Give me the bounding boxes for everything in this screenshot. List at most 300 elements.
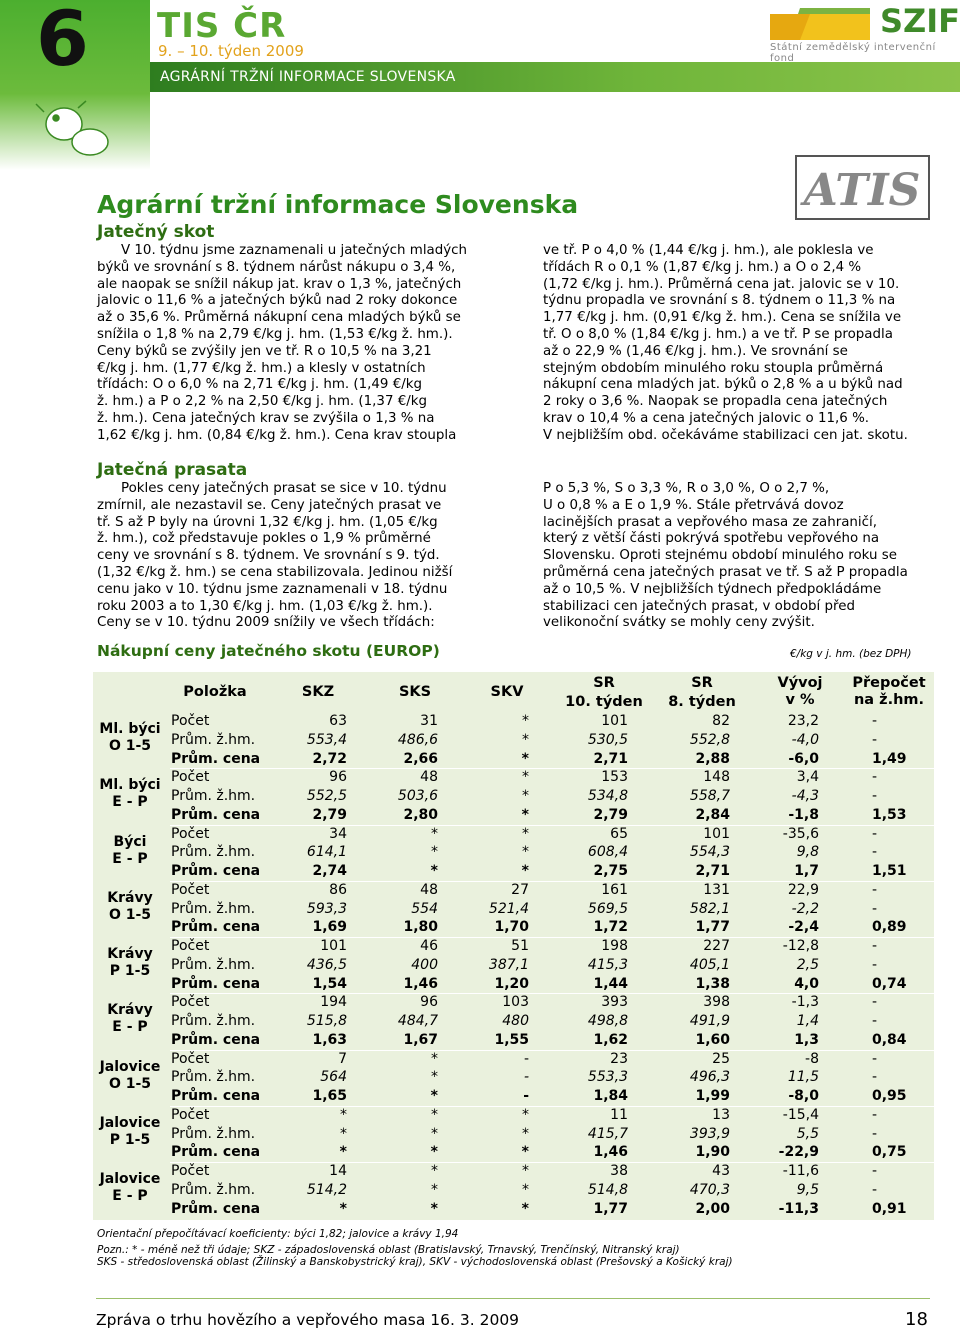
table-cell: *	[340, 1106, 347, 1123]
table-cell: 101	[703, 825, 730, 842]
text-line: stabilizaci cen jatečných prasat, v období před	[543, 598, 855, 614]
text-line: třídách R o 0,1 % (1,87 €/kg j. hm.) a O o 2,4 %	[543, 259, 862, 275]
text-line: jalovic o 11,6 % a jatečných býků nad 2 roky dokonce	[97, 293, 458, 309]
table-cell: 1,49	[872, 750, 907, 767]
table-cell: 1,67	[403, 1031, 438, 1048]
text-line: velikonoční svátky se mohly ceny zvýšit.	[543, 615, 815, 631]
table-cell: 2,79	[312, 806, 347, 823]
table-row	[0, 994, 960, 1013]
table-cell: 1,7	[794, 863, 819, 879]
row-label: Počet	[171, 1106, 210, 1123]
table-cell: *	[522, 825, 529, 842]
table-cell: 0,95	[872, 1088, 907, 1104]
group-label-line: O 1-5	[108, 738, 152, 754]
table-cell: *	[522, 713, 529, 729]
text-line: Ceny se v 10. týdnu 2009 snížily ve všech třídách:	[97, 615, 435, 631]
table-row	[0, 1088, 960, 1107]
table-row	[0, 1201, 960, 1220]
table-cell: 436,5	[306, 956, 347, 973]
table-cell: -	[872, 825, 878, 842]
text-line: ve tř. P o 4,0 % (1,44 €/kg j. hm.), ale poklesla ve	[543, 243, 874, 258]
text-line: který z větší části pokrývá spotřebu vepřového na	[543, 531, 880, 547]
table-row	[0, 1182, 960, 1201]
table-cell: 1,54	[312, 975, 347, 992]
table-cell: *	[431, 825, 438, 842]
row-label: Prům. cena	[171, 1031, 261, 1048]
table-unit: €/kg v j. hm. (bez DPH)	[790, 648, 912, 660]
table-cell: 27	[511, 881, 529, 898]
table-row	[0, 788, 960, 807]
text-line: tř. O o 8,0 % (1,84 €/kg j. hm.) a ve tř. P se propadla	[543, 326, 893, 342]
text-line: týdnu propadla ve srovnání s 8. týdnem o 11,3 % na	[543, 293, 896, 309]
row-label: Počet	[171, 825, 210, 842]
table-cell: -	[872, 1181, 878, 1198]
text-line: (1,72 €/kg j. hm.). Průměrná cena jat. jalovic se v 10.	[543, 276, 900, 292]
table-cell: 1,60	[695, 1031, 730, 1048]
table-cell: *	[340, 1125, 347, 1142]
table-cell: 1,70	[494, 919, 529, 936]
table-cell: -	[872, 994, 878, 1011]
table-cell: -15,4	[782, 1106, 819, 1123]
table-cell: -	[523, 1050, 529, 1067]
table-cell: *	[431, 1050, 438, 1067]
table-cell: *	[522, 844, 529, 861]
table-cell: 101	[320, 938, 347, 954]
table-row	[0, 1051, 960, 1070]
header-skz: SKZ	[301, 684, 335, 700]
table-cell: -	[872, 1050, 878, 1067]
table-cell: 593,3	[306, 900, 347, 917]
table-cell: -	[872, 1125, 878, 1142]
row-label: Prům. ž.hm.	[171, 900, 256, 917]
row-label: Prům. ž.hm.	[171, 1125, 256, 1142]
table-cell: 1,44	[593, 975, 628, 992]
group-label-line: E - P	[112, 794, 148, 811]
row-label: Počet	[171, 769, 210, 786]
table-cell: 23,2	[787, 713, 819, 729]
footer-divider	[96, 1298, 930, 1299]
group-label-line: O 1-5	[108, 906, 152, 923]
table-row	[0, 882, 960, 901]
row-label: Prům. ž.hm.	[171, 788, 256, 804]
table-cell: 530,5	[587, 731, 628, 748]
table-cell: 553,4	[306, 731, 347, 748]
header-sr10-a: SR	[593, 675, 615, 691]
table-cell: 486,6	[397, 731, 438, 748]
table-row	[0, 751, 960, 770]
table-title: Nákupní ceny jatečného skotu (EUROP)	[97, 642, 440, 660]
row-label: Počet	[171, 713, 210, 729]
table-cell: *	[522, 1106, 529, 1123]
text-line: až o 10,5 %. V nejbližších týdnech předpokládáme	[543, 581, 882, 597]
header-skv: SKV	[490, 684, 524, 700]
table-cell: 2,80	[403, 806, 438, 823]
table-cell: 498,8	[587, 1013, 628, 1029]
table-cell: *	[522, 1125, 529, 1142]
table-cell: 0,91	[872, 1200, 907, 1217]
table-cell: 514,8	[587, 1181, 628, 1198]
table-cell: 0,84	[872, 1031, 907, 1048]
text-line: ž. hm.) a P o 2,2 % na 2,50 €/kg j. hm. (1,37 €/kg	[97, 394, 428, 410]
table-cell: -	[523, 1069, 529, 1086]
table-cell: 393	[601, 994, 628, 1011]
row-label: Prům. cena	[171, 975, 261, 992]
table-cell: 1,46	[593, 1144, 628, 1161]
table-cell: 1,62	[593, 1031, 628, 1048]
prasata-text-left	[97, 481, 483, 632]
table-cell: *	[522, 731, 529, 748]
table-cell: 521,4	[488, 900, 529, 917]
table-row	[0, 844, 960, 863]
table-cell: -	[872, 731, 878, 748]
cow-mascot-icon	[30, 98, 115, 163]
row-label: Prům. cena	[171, 863, 261, 879]
table-cell: 480	[502, 1013, 529, 1029]
table-cell: 7	[338, 1050, 347, 1067]
table-row	[0, 1144, 960, 1163]
table-cell: -	[872, 1163, 878, 1179]
text-line: snížila o 1,8 % na 2,79 €/kg j. hm. (1,53 €/kg ž. hm.).	[97, 326, 453, 342]
table-cell: -12,8	[782, 938, 819, 954]
table-row	[0, 732, 960, 751]
table-cell: 1,38	[695, 975, 730, 992]
table-cell: 9,5	[796, 1181, 819, 1198]
table-cell: 1,53	[872, 806, 907, 823]
atis-logo-text: ATIS	[803, 165, 921, 216]
table-cell: 569,5	[587, 900, 628, 917]
skot-text-right	[543, 243, 929, 445]
table-cell: 48	[420, 881, 438, 898]
table-row	[0, 1126, 960, 1145]
table-row	[0, 1069, 960, 1088]
table-row	[0, 1107, 960, 1126]
table-cell: -	[872, 1069, 878, 1086]
szif-name: Státní zemědělský intervenční fond	[770, 42, 936, 64]
table-cell: -1,3	[791, 994, 819, 1011]
table-row	[0, 863, 960, 882]
table-note-legend-1: Pozn.: * - méně než tři údaje; SKZ - západoslovenská oblast (Bratislavský, Trnavský, Trenčínský, Nitranský kraj)	[97, 1244, 680, 1256]
table-cell: -2,4	[788, 919, 819, 936]
group-label-line: Krávy	[107, 946, 153, 962]
table-cell: 51	[511, 938, 529, 954]
table-cell: 2,74	[312, 863, 347, 879]
text-line: ž. hm.). Cena jatečných krav se zvýšila o 1,3 % na	[97, 410, 435, 426]
table-cell: -11,6	[782, 1163, 819, 1179]
group-label-line: P 1-5	[109, 963, 151, 979]
table-cell: *	[431, 1069, 438, 1086]
table-cell: 11	[610, 1106, 628, 1123]
table-cell: 22,9	[787, 881, 819, 898]
table-cell: 2,00	[695, 1200, 730, 1217]
table-cell: 1,72	[593, 919, 628, 936]
table-cell: 564	[320, 1069, 347, 1086]
table-row	[0, 713, 960, 732]
table-cell: 398	[703, 994, 730, 1011]
group-label-line: Býci	[113, 833, 147, 850]
row-label: Prům. cena	[171, 919, 261, 936]
table-cell: 2,72	[312, 750, 347, 767]
table-cell: 2,88	[695, 750, 730, 767]
table-cell: 9,8	[796, 844, 819, 861]
table-cell: 13	[712, 1106, 730, 1123]
header-prepocet-b: na ž.hm.	[853, 692, 925, 708]
table-cell: 1,99	[695, 1088, 730, 1104]
table-cell: *	[521, 750, 529, 767]
table-cell: 552,5	[306, 788, 347, 804]
footer-text: Zpráva o trhu hovězího a vepřového masa 16. 3. 2009	[96, 1311, 520, 1329]
text-line: ceny ve srovnání s 8. týdnem. Ve srovnání s 9. týd.	[97, 548, 440, 564]
table-cell: -2,2	[791, 900, 819, 917]
group-label-line: Krávy	[107, 889, 153, 906]
section-heading-prasata: Jatečná prasata	[97, 460, 248, 480]
text-line: třídách: O o 6,0 % na 2,71 €/kg j. hm. (1,49 €/kg	[97, 377, 422, 393]
text-line: nákupní cena mladých jat. býků o 2,8 % a u býků nad	[543, 377, 903, 393]
table-cell: -	[872, 769, 878, 786]
table-cell: *	[521, 806, 529, 823]
table-cell: 227	[703, 938, 730, 954]
text-line: ž. hm.), což představuje pokles o 1,9 % průměrné	[97, 531, 431, 547]
table-cell: -	[872, 881, 878, 898]
row-label: Prům. cena	[171, 1088, 261, 1104]
table-cell: 86	[329, 881, 347, 898]
table-cell: -11,3	[778, 1200, 819, 1217]
table-cell: 1,63	[312, 1031, 347, 1048]
table-cell: 43	[712, 1163, 730, 1179]
group-label-line: E - P	[112, 850, 148, 867]
skot-text-left	[97, 243, 483, 445]
table-cell: 4,0	[794, 975, 819, 992]
text-line: U o 0,8 % a E o 1,9 %. Stále přetrvává dovoz	[543, 497, 844, 513]
table-cell: *	[431, 1125, 438, 1142]
table-cell: 82	[712, 713, 730, 729]
table-cell: -	[872, 713, 878, 729]
text-line: až o 35,6 %. Průměrná nákupní cena mladých býků se	[97, 310, 461, 326]
prasata-text-right	[543, 481, 929, 632]
table-cell: -1,8	[788, 806, 819, 823]
table-cell: *	[339, 1200, 347, 1217]
table-cell: -	[872, 938, 878, 954]
table-cell: 38	[610, 1163, 628, 1179]
issue-week: 9. – 10. týden 2009	[158, 42, 304, 60]
table-cell: 96	[420, 994, 438, 1011]
table-cell: 554,3	[689, 844, 730, 861]
table-cell: *	[521, 1200, 529, 1217]
section-heading-skot: Jatečný skot	[97, 222, 215, 242]
table-cell: *	[522, 1181, 529, 1198]
row-label: Prům. cena	[171, 806, 261, 823]
table-cell: -35,6	[782, 825, 819, 842]
group-label-line: O 1-5	[108, 1075, 152, 1092]
table-row	[0, 826, 960, 845]
table-cell: 101	[601, 713, 628, 729]
table-cell: 198	[601, 938, 628, 954]
table-cell: *	[522, 1163, 529, 1179]
table-cell: 405,1	[689, 956, 730, 973]
table-cell: *	[521, 1144, 529, 1161]
group-label-line: Jalovice	[99, 1171, 161, 1187]
group-label-line: E - P	[112, 1188, 148, 1204]
text-line: 2 roky o 3,6 %. Naopak se propadla cena jatečných	[543, 394, 888, 410]
row-label: Počet	[171, 994, 210, 1011]
table-cell: 1,3	[794, 1031, 819, 1048]
table-cell: 1,51	[872, 863, 907, 879]
group-label-line: Ml. býci	[99, 777, 161, 794]
group-label-line: E - P	[112, 1019, 148, 1036]
row-label: Počet	[171, 938, 210, 954]
table-cell: 558,7	[689, 788, 730, 804]
table-cell: 1,65	[312, 1088, 347, 1104]
header-sks: SKS	[398, 684, 432, 700]
table-cell: 48	[420, 769, 438, 786]
table-cell: 393,9	[689, 1125, 730, 1142]
table-cell: 1,69	[312, 919, 347, 936]
text-line: P o 5,3 %, S o 3,3 %, R o 3,0 %, O o 2,7 %,	[543, 481, 830, 496]
table-cell: *	[339, 1144, 347, 1161]
table-cell: *	[431, 1181, 438, 1198]
table-cell: 1,4	[796, 1013, 819, 1029]
table-cell: 554	[411, 900, 438, 917]
header-subtitle: AGRÁRNÍ TRŽNÍ INFORMACE SLOVENSKA	[160, 69, 456, 85]
text-line: Ceny býků se zvýšily jen ve tř. R o 10,5 % na 3,21	[97, 343, 432, 359]
table-row	[0, 1032, 960, 1051]
text-line: €/kg j. hm. (1,77 €/kg ž. hm.) a klesly v ostatních	[97, 360, 426, 376]
table-cell: *	[521, 863, 529, 879]
table-cell: -	[872, 844, 878, 861]
text-line: Pokles ceny jatečných prasat se sice v 10. týdnu	[121, 481, 447, 496]
table-cell: 131	[703, 881, 730, 898]
table-cell: -	[872, 788, 878, 804]
row-label: Počet	[171, 881, 210, 898]
table-row	[0, 919, 960, 938]
issue-number: 6	[36, 0, 89, 83]
table-cell: 503,6	[397, 788, 438, 804]
table-row	[0, 769, 960, 788]
table-cell: 415,3	[587, 956, 628, 973]
table-row	[0, 976, 960, 995]
table-cell: 25	[712, 1050, 730, 1067]
table-cell: 2,79	[593, 806, 628, 823]
text-line: býků ve srovnání s 8. týdnem nárůst nákupu o 3,4 %,	[97, 259, 456, 275]
table-row	[0, 1163, 960, 1182]
text-line: roku 2003 a to 1,30 €/kg j. hm. (1,03 €/kg ž. hm.).	[97, 598, 433, 614]
table-cell: 0,74	[872, 975, 907, 992]
table-cell: 470,3	[689, 1181, 730, 1198]
table-cell: 161	[601, 881, 628, 898]
table-cell: 3,4	[796, 769, 819, 786]
table-cell: 0,75	[872, 1144, 907, 1161]
table-cell: 582,1	[689, 900, 730, 917]
header-prepocet-a: Přepočet	[852, 675, 926, 691]
table-row	[0, 901, 960, 920]
text-line: V nejbližším obd. očekáváme stabilizaci cen jat. skotu.	[543, 427, 908, 443]
table-cell: 46	[420, 938, 438, 954]
text-line: krav o 10,4 % a cena jatečných jalovic o 11,6 %.	[543, 410, 870, 426]
table-cell: -	[872, 1013, 878, 1029]
table-cell: *	[430, 1144, 438, 1161]
table-cell: 2,71	[593, 750, 628, 767]
table-cell: 514,2	[306, 1181, 347, 1198]
text-line: zmírnil, ale nezastavil se. Ceny jatečných prasat ve	[97, 497, 442, 513]
table-cell: 1,46	[403, 975, 438, 992]
table-cell: 614,1	[306, 844, 347, 861]
table-cell: 491,9	[689, 1013, 730, 1029]
group-label-line: Jalovice	[99, 1058, 161, 1075]
table-cell: 515,8	[306, 1013, 347, 1029]
table-cell: -4,0	[791, 731, 819, 748]
table-cell: 1,77	[593, 1200, 628, 1217]
table-cell: -4,3	[791, 788, 819, 804]
table-cell: 148	[703, 769, 730, 786]
table-cell: 2,75	[593, 863, 628, 879]
table-cell: 0,89	[872, 919, 907, 936]
header-item: Položka	[183, 684, 247, 700]
row-label: Prům. ž.hm.	[171, 1013, 256, 1029]
row-label: Prům. cena	[171, 1144, 261, 1161]
header-sr8-a: SR	[691, 675, 713, 691]
table-cell: 534,8	[587, 788, 628, 804]
atis-logo	[795, 155, 930, 220]
table-cell: -6,0	[788, 750, 819, 767]
table-cell: 11,5	[787, 1069, 819, 1086]
table-cell: 484,7	[397, 1013, 438, 1029]
text-line: 1,62 €/kg j. hm. (0,84 €/kg ž. hm.). Cena krav stoupla	[97, 427, 457, 443]
row-label: Prům. cena	[171, 750, 261, 767]
table-cell: 1,77	[695, 919, 730, 936]
text-line: tř. S až P byly na úrovni 1,32 €/kg j. hm. (1,05 €/kg	[97, 514, 438, 530]
table-cell: 553,3	[587, 1069, 628, 1086]
text-line: ale naopak se snížil nákup jat. krav o 1,3 %, jatečných	[97, 276, 462, 292]
table-row	[0, 957, 960, 976]
szif-flag-icon	[770, 8, 870, 40]
group-label-line: Krávy	[107, 1002, 153, 1019]
row-label: Počet	[171, 1050, 210, 1067]
table-cell: *	[431, 844, 438, 861]
table-cell: 1,20	[494, 975, 529, 992]
table-cell: -8,0	[788, 1088, 819, 1104]
table-cell: 400	[411, 956, 438, 973]
table-cell: *	[522, 788, 529, 804]
text-line: lacinějších prasat a vepřového masa ze zahraničí,	[543, 514, 877, 530]
table-cell: -	[872, 1106, 878, 1123]
table-row	[0, 938, 960, 957]
table-cell: 5,5	[796, 1125, 819, 1142]
table-cell: 1,55	[494, 1031, 529, 1048]
table-cell: 96	[329, 769, 347, 786]
row-label: Prům. ž.hm.	[171, 1069, 256, 1086]
table-cell: 1,80	[403, 919, 438, 936]
header-sr8-b: 8. týden	[668, 694, 736, 710]
text-line: V 10. týdnu jsme zaznamenali u jatečných mladých	[121, 243, 468, 258]
text-line: cenu jako v 10. týdnu jsme zaznamenali v 18. týdnu	[97, 581, 448, 597]
table-cell: -	[872, 956, 878, 973]
table-cell: 387,1	[488, 956, 529, 973]
page-number: 18	[905, 1309, 928, 1330]
row-label: Prům. ž.hm.	[171, 844, 256, 861]
szif-logo: SZIF	[880, 2, 960, 40]
page-title: Agrární tržní informace Slovenska	[97, 190, 579, 219]
header-sr10-b: 10. týden	[565, 694, 643, 710]
text-line: 1,77 €/kg j. hm. (0,91 €/kg ž. hm.). Cena se snížila ve	[543, 310, 902, 326]
table-cell: *	[430, 1200, 438, 1217]
table-cell: 496,3	[689, 1069, 730, 1086]
table-cell: 14	[329, 1163, 347, 1179]
table-cell: -8	[805, 1050, 819, 1067]
publication-name: TIS ČR	[157, 6, 287, 46]
table-note-legend-2: SKS - středoslovenská oblast (Žilinský a Banskobystrický kraj), SKV - východoslovenská oblast (Prešovský a Košický kraj)	[97, 1256, 733, 1268]
row-label: Prům. cena	[171, 1200, 261, 1217]
text-line: průměrná cena jatečných prasat ve tř. S až P propadla	[543, 564, 908, 580]
table-cell: 608,4	[587, 844, 628, 861]
